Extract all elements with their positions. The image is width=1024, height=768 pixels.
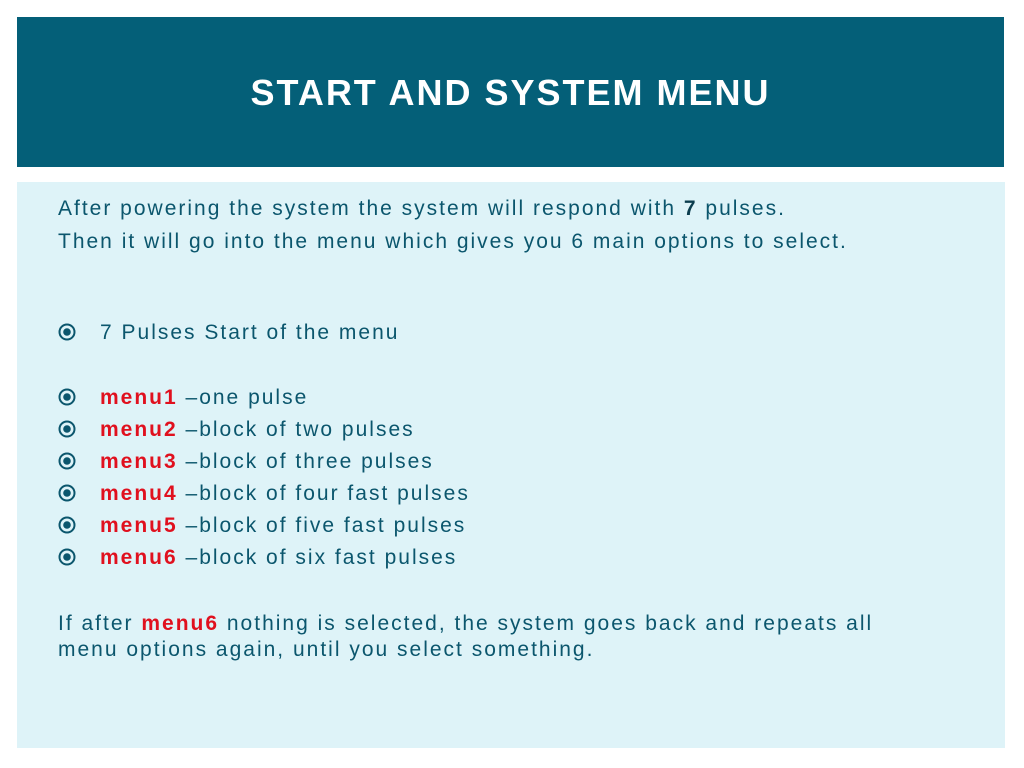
pulse-count: 7 <box>683 197 698 220</box>
menu-item-2-name: menu2 <box>100 418 178 441</box>
title-bar <box>17 17 1004 167</box>
intro-line-2: Then it will go into the menu which gives you 6 main options to select. <box>58 230 848 253</box>
menu-item-4-name: menu4 <box>100 482 178 505</box>
menu-item-1-text <box>100 385 308 411</box>
menu-item-4-desc: –block of four fast pulses <box>177 482 470 505</box>
closing-highlight: menu6 <box>141 612 220 635</box>
start-bullet-text: 7 Pulses Start of the menu <box>100 321 400 344</box>
radio-target-icon <box>58 420 76 438</box>
intro-line-1-before: After powering the system the system will respond with <box>58 197 684 220</box>
menu-item-6-desc: –block of six fast pulses <box>177 546 458 569</box>
menu-item-2-text <box>100 417 415 443</box>
menu-item-2-desc: –block of two pulses <box>177 418 415 441</box>
radio-target-icon <box>58 516 76 534</box>
menu-item-6-name: menu6 <box>100 546 178 569</box>
closing-paragraph <box>58 611 938 663</box>
menu-item-5-desc: –block of five fast pulses <box>177 514 467 537</box>
menu-item-1-name: menu1 <box>100 386 178 409</box>
closing-before: If after <box>58 612 142 635</box>
menu-item-3-text <box>100 449 434 475</box>
slide-title: START AND SYSTEM MENU <box>250 72 771 113</box>
intro-line-1-after: pulses. <box>697 197 786 220</box>
radio-target-icon <box>58 484 76 502</box>
radio-target-icon <box>58 388 76 406</box>
intro-line-1 <box>58 196 958 222</box>
menu-item-4-text <box>100 481 470 507</box>
closing-after: nothing is selected, the system goes back and repeats all menu options again, until you select something. <box>58 612 874 661</box>
menu-item-3-desc: –block of three pulses <box>177 450 434 473</box>
radio-target-icon <box>58 452 76 470</box>
menu-item-3-name: menu3 <box>100 450 178 473</box>
menu-item-1-desc: –one pulse <box>177 386 309 409</box>
menu-item-5-text <box>100 513 466 539</box>
menu-item-5-name: menu5 <box>100 514 178 537</box>
radio-target-icon <box>58 548 76 566</box>
radio-target-icon <box>58 323 76 341</box>
menu-item-6-text <box>100 545 457 571</box>
